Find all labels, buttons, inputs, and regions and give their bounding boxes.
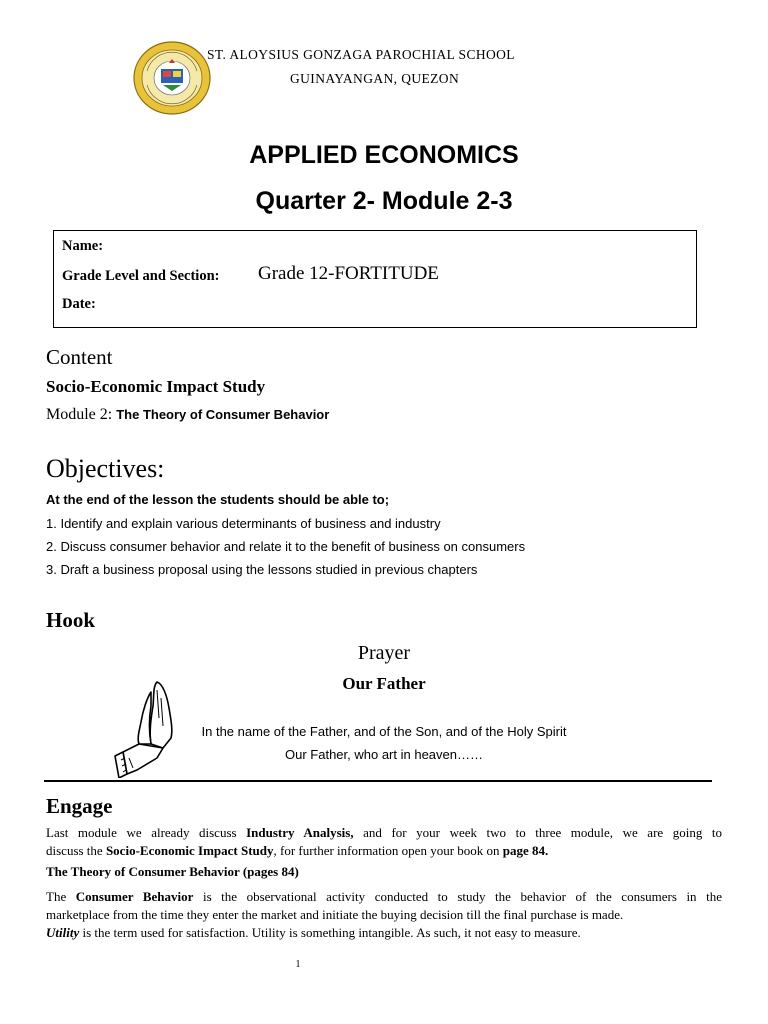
engage-heading: Engage (46, 794, 113, 818)
school-name: ST. ALOYSIUS GONZAGA PAROCHIAL SCHOOL (207, 47, 515, 62)
module-line (46, 406, 329, 424)
utility-term: Utility (46, 925, 80, 940)
prayer-line: In the name of the Father, and of the Son, and of the Holy Spirit (201, 724, 567, 739)
grade-section-label: Grade Level and Section: (62, 268, 220, 284)
consumer-behavior-paragraph: The Consumer Behavior is the observational activity conducted to study the behavior of the consumers in the marketplace from the time they enter the market and initiate the buying decision till the final purchase is made. Utility is the term used for satisfaction. Utility is something intangible. As such, it not easy to measure. (46, 889, 722, 940)
school-location: GUINAYANGAN, QUEZON (290, 71, 460, 86)
school-logo (133, 41, 211, 115)
document-title: APPLIED ECONOMICS (249, 141, 519, 169)
prayer-title: Our Father (342, 674, 426, 693)
prayer-heading: Prayer (357, 642, 411, 664)
objective-item: 2. Discuss consumer behavior and relate it to the benefit of business on consumers (46, 539, 526, 554)
prayer-line: Our Father, who art in heaven…… (285, 747, 483, 762)
objectives-heading: Objectives: (46, 454, 165, 483)
name-label: Name: (62, 238, 104, 254)
objectives-intro: At the end of the lesson the students should be able to; (46, 492, 390, 507)
page-number: 1 (295, 959, 301, 970)
objective-item: 1. Identify and explain various determinants of business and industry (46, 516, 441, 531)
content-heading: Content (46, 345, 113, 369)
section-divider (44, 780, 712, 782)
impact-study-term: Socio-Economic Impact Study (105, 843, 274, 858)
document-subtitle: Quarter 2- Module 2-3 (255, 187, 513, 215)
industry-analysis-term: Industry Analysis, (246, 825, 354, 840)
theory-heading: The Theory of Consumer Behavior (pages 84) (46, 864, 299, 879)
date-label: Date: (62, 296, 96, 312)
module-title: The Theory of Consumer Behavior (116, 407, 330, 422)
consumer-behavior-term: Consumer Behavior (75, 889, 194, 904)
page-reference: page 84. (502, 843, 549, 858)
hook-heading: Hook (46, 608, 96, 632)
module-prefix: Module 2: (46, 406, 113, 423)
objective-item: 3. Draft a business proposal using the lessons studied in previous chapters (46, 562, 478, 577)
engage-paragraph: Last module we already discuss Industry Analysis, and for your week two to three module, we are going to discuss the Socio-Economic Impact Study, for further information open your book on page 84. (46, 825, 723, 858)
grade-section-value: Grade 12-FORTITUDE (258, 263, 439, 284)
content-topic: Socio-Economic Impact Study (46, 377, 266, 396)
